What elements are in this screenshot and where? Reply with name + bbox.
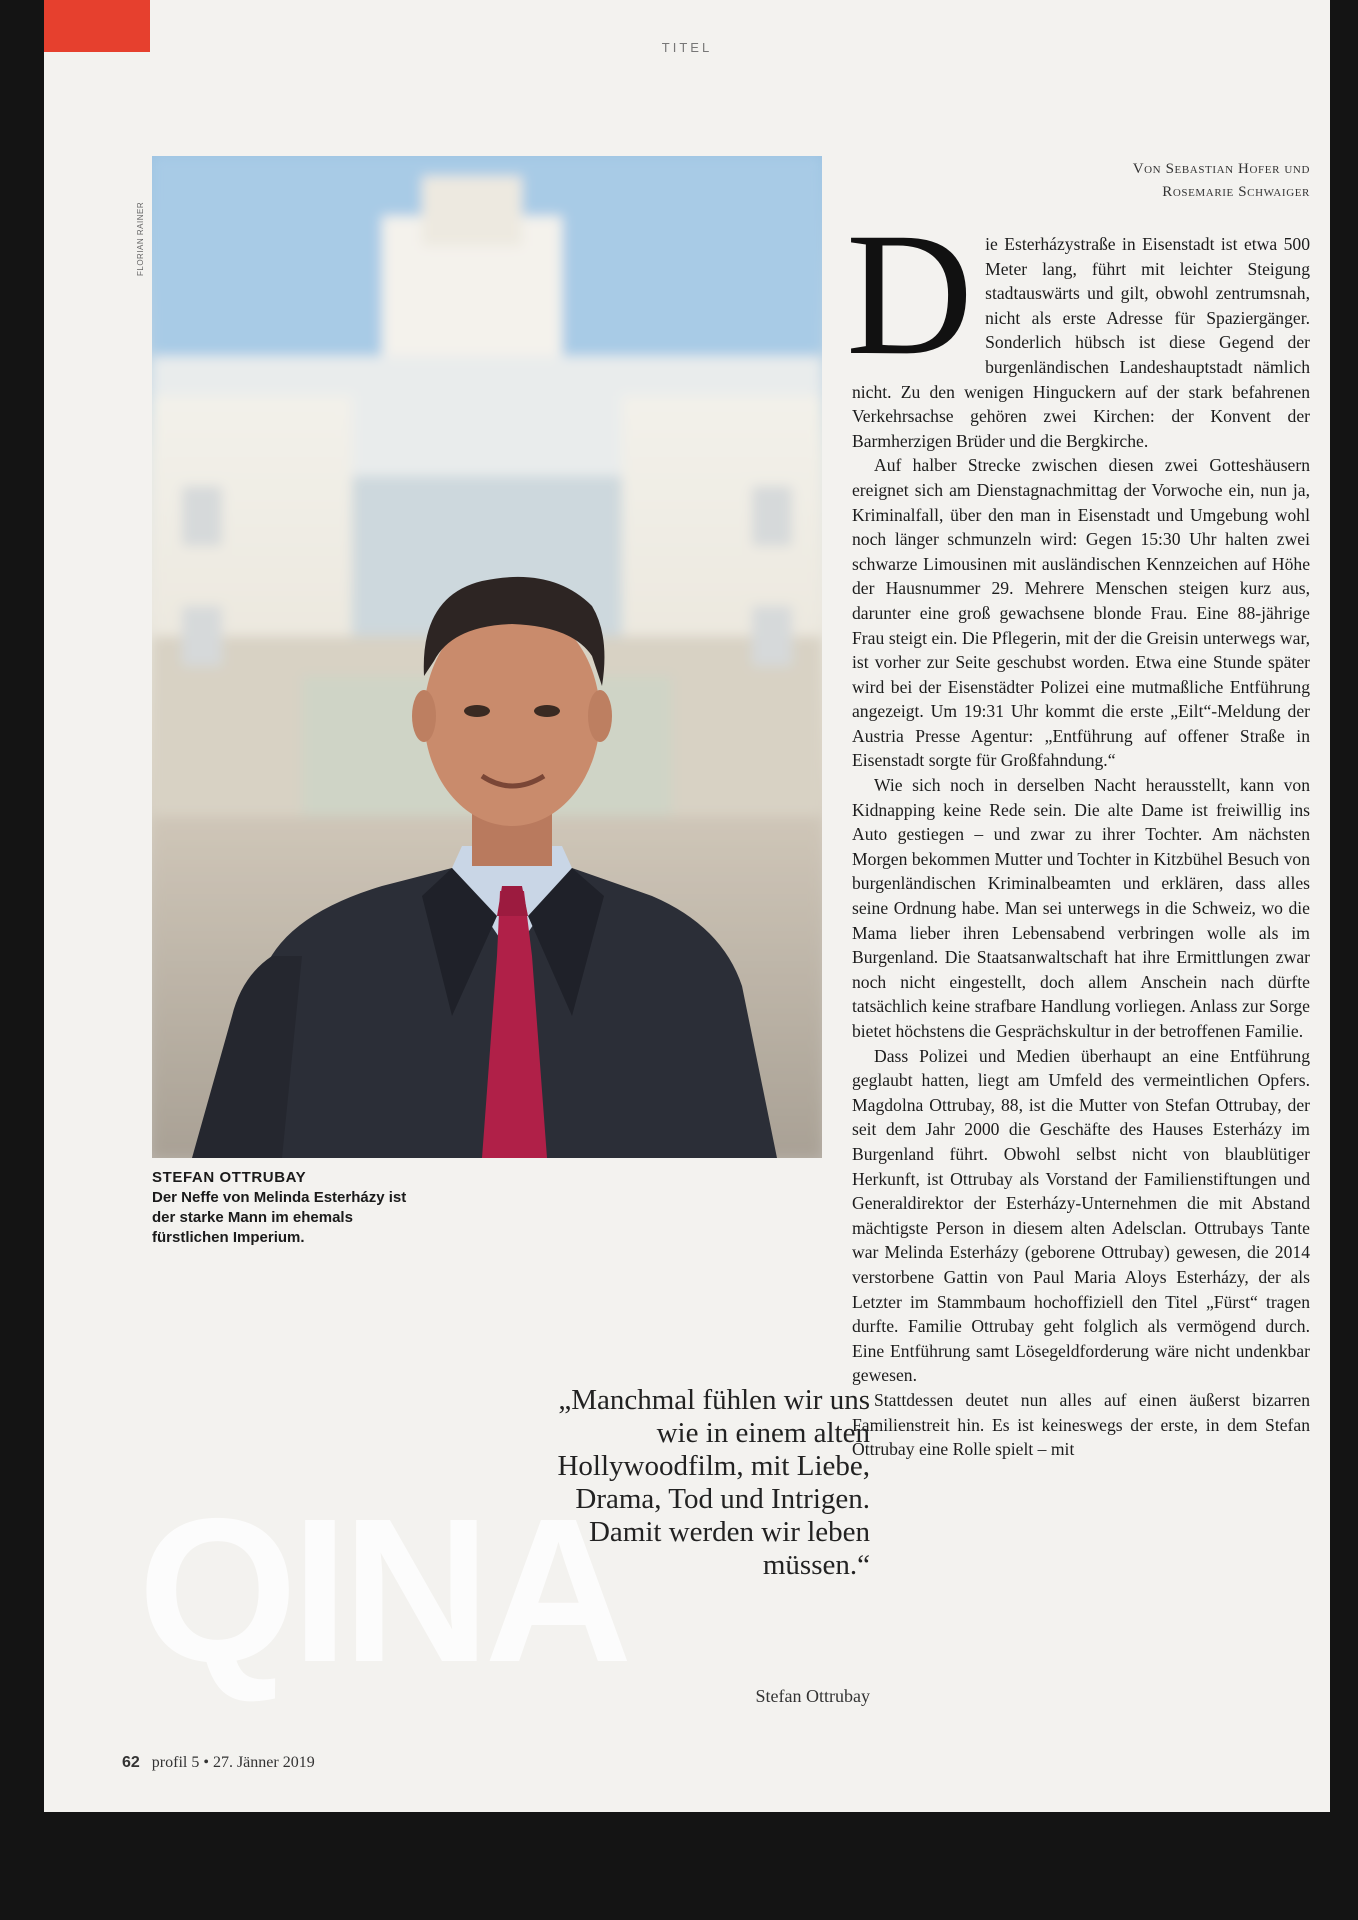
byline-line-1: Von Sebastian Hofer und (1132, 161, 1310, 177)
article-body (846, 197, 1310, 1462)
byline (950, 158, 1310, 204)
paragraph-text: ie Esterházystraße in Eisenstadt ist etwa 500 Meter lang, führt mit leichter Steigung stadtauswärts und gilt, obwohl zentrumsnah, nicht als erste Adresse für Spaziergänger. Sonderlich hübsch ist diese Gegend der burgenländischen Landeshauptstadt nämlich nicht. Zu den wenigen Hinguckern auf der stark befahrenen Verkehrsachse gehören zwei Kirchen: der Konvent der Barmherzigen Brüder und die Bergkirche. (852, 234, 1310, 451)
photo-caption (152, 1168, 422, 1248)
photo-credit-text: FLORIAN RAINER (136, 201, 145, 276)
page-number: 62 (122, 1754, 140, 1771)
article-paragraph: Dass Polizei und Medien überhaupt an eine Entführung geglaubt hatten, liegt am Umfeld des vermeintlichen Opfers. Magdolna Ottrubay, 88, ist die Mutter von Stefan Ottrubay, der seit dem Jahr 2000 die Geschäfte des Hauses Esterházy im Burgenland führt. Obwohl selbst nicht von blaublütiger Herkunft, ist Ottrubay als Vorstand der Familienstiftungen und Generaldirektor der Esterházy-Unternehmen die mit Abstand mächtigste Person in diesem alten Adelsclan. Ottrubays Tante war Melinda Esterházy (geborene Ottrubay) gewesen, die 2014 verstorbene Gattin von Paul Maria Aloys Esterházy, der als Letzter im Stammbaum hochoffiziell den Titel „Fürst“ tragen durfte. Familie Ottrubay geht folglich als vermögend durch. Eine Entführung samt Lösegeldforderung wäre nicht undenkbar gewesen. (852, 1045, 1310, 1386)
pull-quote-author: Stefan Ottrubay (755, 1686, 870, 1706)
page-footer (122, 1754, 315, 1772)
portrait-photo (152, 156, 822, 1158)
magazine-page (44, 0, 1330, 1812)
drop-cap: D (846, 197, 974, 392)
background-headline-word: QINA (138, 1476, 627, 1705)
portrait-illustration (152, 156, 822, 1158)
section-label: TITEL (661, 40, 713, 55)
article-paragraph: Stattdessen deutet nun alles auf einen äußerst bizarren Familienstreit hin. Es ist keineswegs der erste, in dem Stefan Ottrubay eine Rolle spielt – mit (852, 1389, 1310, 1460)
photo-credit (136, 156, 150, 276)
issue-info: profil 5 • 27. Jänner 2019 (151, 1754, 315, 1771)
article-paragraph: Wie sich noch in derselben Nacht herausstellt, kann von Kidnapping keine Rede sein. Die alte Dame ist freiwillig ins Auto gestiegen – und zwar zu ihrer Tochter. Am nächsten Morgen bekommen Mutter und Tochter in Kitzbühel Besuch von burgenländischen Kriminalbeamten und erklären, dass alles seine Ordnung habe. Man sei unterwegs in die Schweiz, wo die Mama lieber ihren Lebensabend verbringen wolle als im Burgenland. Die Staatsanwaltschaft hat ihre Ermittlungen zwar noch nicht eingestellt, doch allem Anschein nach dürfte tatsächlich keine strafbare Handlung vorliegen. Anlass zur Sorge bietet höchstens die Gesprächskultur in der betroffenen Familie. (852, 775, 1310, 1041)
byline-line-2: Rosemarie Schwaiger (1162, 184, 1310, 200)
article-paragraph: Auf halber Strecke zwischen diesen zwei Gotteshäusern ereignet sich am Dienstagnachmittag der Vorwoche ein, nun ja, Kriminalfall, über den man in Eisenstadt und Umgebung wohl noch länger schmunzeln wird: Gegen 15:30 Uhr halten zwei schwarze Limousinen mit ausländischen Kennzeichen auf Höhe der Hausnummer 29. Mehrere Menschen steigen kurz aus, darunter eine groß gewachsene blonde Frau. Eine 88-jährige Frau steigt ein. Die Pflegerin, mit der die Greisin unterwegs war, ist vorher zur Seite geschubst worden. Etwa eine Stunde später wird bei der Eisenstädter Polizei eine mutmaßliche Entführung angezeigt. Um 19:31 Uhr kommt die erste „Eilt“-Meldung der Austria Presse Agentur: „Entführung auf offener Straße in Eisenstadt sorgte für Großfahndung.“ (852, 455, 1310, 771)
caption-name: STEFAN OTTRUBAY (152, 1169, 307, 1186)
caption-text: Der Neffe von Melinda Esterházy ist der starke Mann im ehemals fürstlichen Imperium. (152, 1189, 407, 1246)
pull-quote: „Manchmal fühlen wir uns wie in einem alten Hollywoodfilm, mit Liebe, Drama, Tod und Intrigen. Damit werden wir leben müssen.“ (557, 1384, 870, 1581)
article-paragraph (846, 197, 1310, 453)
